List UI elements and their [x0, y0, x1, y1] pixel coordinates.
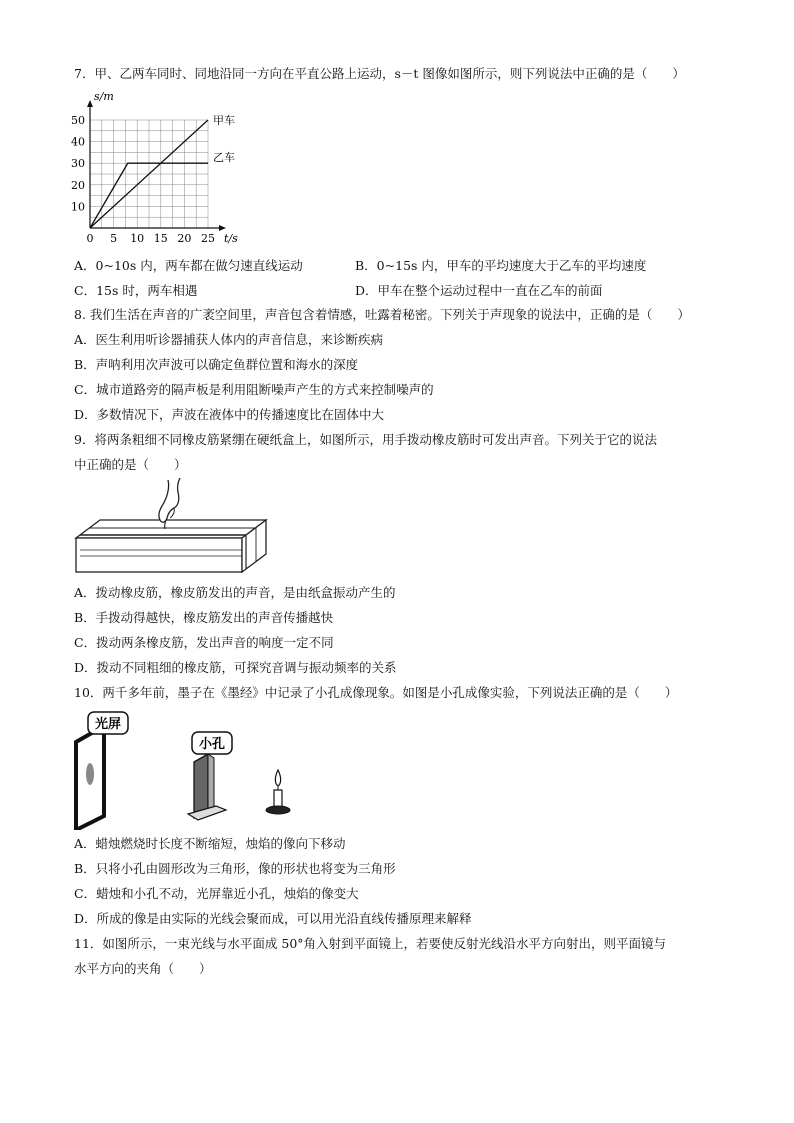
light-screen [76, 726, 104, 830]
q10-option-a[interactable]: A．蜡烛燃烧时长度不断缩短，烛焰的像向下移动 [74, 836, 346, 851]
series-label-2: 乙车 [213, 151, 235, 165]
q9-option-b[interactable]: B．手拨动得越快，橡皮筋发出的声音传播越快 [74, 610, 334, 625]
q8-option-c[interactable]: C．城市道路旁的隔声板是利用阻断噪声产生的方式来控制噪声的 [74, 382, 434, 397]
q9-option-a[interactable]: A．拨动橡皮筋，橡皮筋发出的声音，是由纸盒振动产生的 [74, 585, 396, 600]
y-tick-label: 30 [71, 157, 85, 171]
q7-st-graph [68, 88, 258, 248]
q7-option-a[interactable]: A．0~10s 内，两车都在做匀速直线运动 [74, 258, 303, 273]
x-tick-label: 10 [130, 232, 145, 245]
y-tick-label: 10 [71, 200, 85, 214]
y-tick-label: 40 [71, 135, 85, 149]
q10-option-c[interactable]: C．蜡烛和小孔不动，光屏靠近小孔，烛焰的像变大 [74, 886, 359, 901]
box-front-face [76, 538, 242, 572]
pinhole-board [188, 754, 226, 820]
y-axis-arrow [87, 100, 93, 107]
hole-label-tag [192, 732, 232, 754]
x-tick-label: 0 [86, 232, 94, 245]
screen-label: 光屏 [94, 717, 122, 732]
q10-option-d[interactable]: D．所成的像是由实际的光线会聚而成，可以用光沿直线传播原理来解释 [74, 911, 472, 926]
y-axis-label: s/m [94, 90, 114, 103]
q9-option-c[interactable]: C．拨动两条橡皮筋，发出声音的响度一定不同 [74, 635, 334, 650]
q7-stem: 7．甲、乙两车同时、同地沿同一方向在平直公路上运动，s－t 图像如图所示，则下列说法中正确的是（ ） [74, 66, 685, 81]
q8-option-b[interactable]: B．声呐利用次声波可以确定鱼群位置和海水的深度 [74, 357, 359, 372]
q7-option-d[interactable]: D．甲车在整个运动过程中一直在乙车的前面 [355, 283, 603, 298]
x-axis-arrow [219, 225, 226, 231]
x-tick-label: 20 [177, 232, 192, 245]
q9-stem-line2: 中正确的是（ ） [74, 457, 187, 472]
q8-option-a[interactable]: A．医生利用听诊器捕获人体内的声音信息，来诊断疾病 [74, 332, 384, 347]
chart-plot-area [71, 90, 238, 245]
x-axis-label: t/s [224, 232, 238, 245]
screen-label-tag [88, 712, 128, 734]
q10-stem: 10．两千多年前，墨子在《墨经》中记录了小孔成像现象。如图是小孔成像实验，下列说法正确的是（ ） [74, 685, 678, 700]
y-tick-label: 50 [71, 114, 85, 127]
q9-stem-line1: 9．将两条粗细不同橡皮筋紧绷在硬纸盒上，如图所示，用手拨动橡皮筋时可发出声音。下列关于它的说法 [74, 432, 657, 447]
q11-stem-line1: 11．如图所示，一束光线与水平面成 50°角入射到平面镜上，若要使反射光线沿水平方向射出，则平面镜与 [74, 936, 667, 951]
x-tick-label: 15 [153, 232, 168, 245]
candle-icon [266, 770, 290, 814]
q10-pinhole-figure [70, 706, 310, 830]
q9-option-d[interactable]: D．拨动不同粗细的橡皮筋，可探究音调与振动频率的关系 [74, 660, 397, 675]
q9-rubber-band-box-figure [70, 478, 280, 578]
q7-option-c[interactable]: C．15s 时，两车相遇 [74, 283, 198, 298]
q11-stem-line2: 水平方向的夹角（ ） [74, 961, 212, 976]
x-tick-label: 5 [110, 232, 118, 245]
q8-option-d[interactable]: D．多数情况下，声波在液体中的传播速度比在固体中大 [74, 407, 385, 422]
y-tick-label: 20 [71, 178, 85, 192]
x-tick-label: 25 [201, 232, 215, 245]
flame-image [86, 763, 94, 785]
q7-option-b[interactable]: B．0~15s 内，甲车的平均速度大于乙车的平均速度 [355, 258, 647, 273]
hole-label: 小孔 [198, 737, 226, 752]
q10-option-b[interactable]: B．只将小孔由圆形改为三角形，像的形状也将变为三角形 [74, 861, 396, 876]
q8-stem: 8. 我们生活在声音的广袤空间里，声音包含着情感，吐露着秘密。下列关于声现象的说法中，正确的是（ ） [74, 307, 690, 322]
series-label-1: 甲车 [213, 114, 235, 127]
